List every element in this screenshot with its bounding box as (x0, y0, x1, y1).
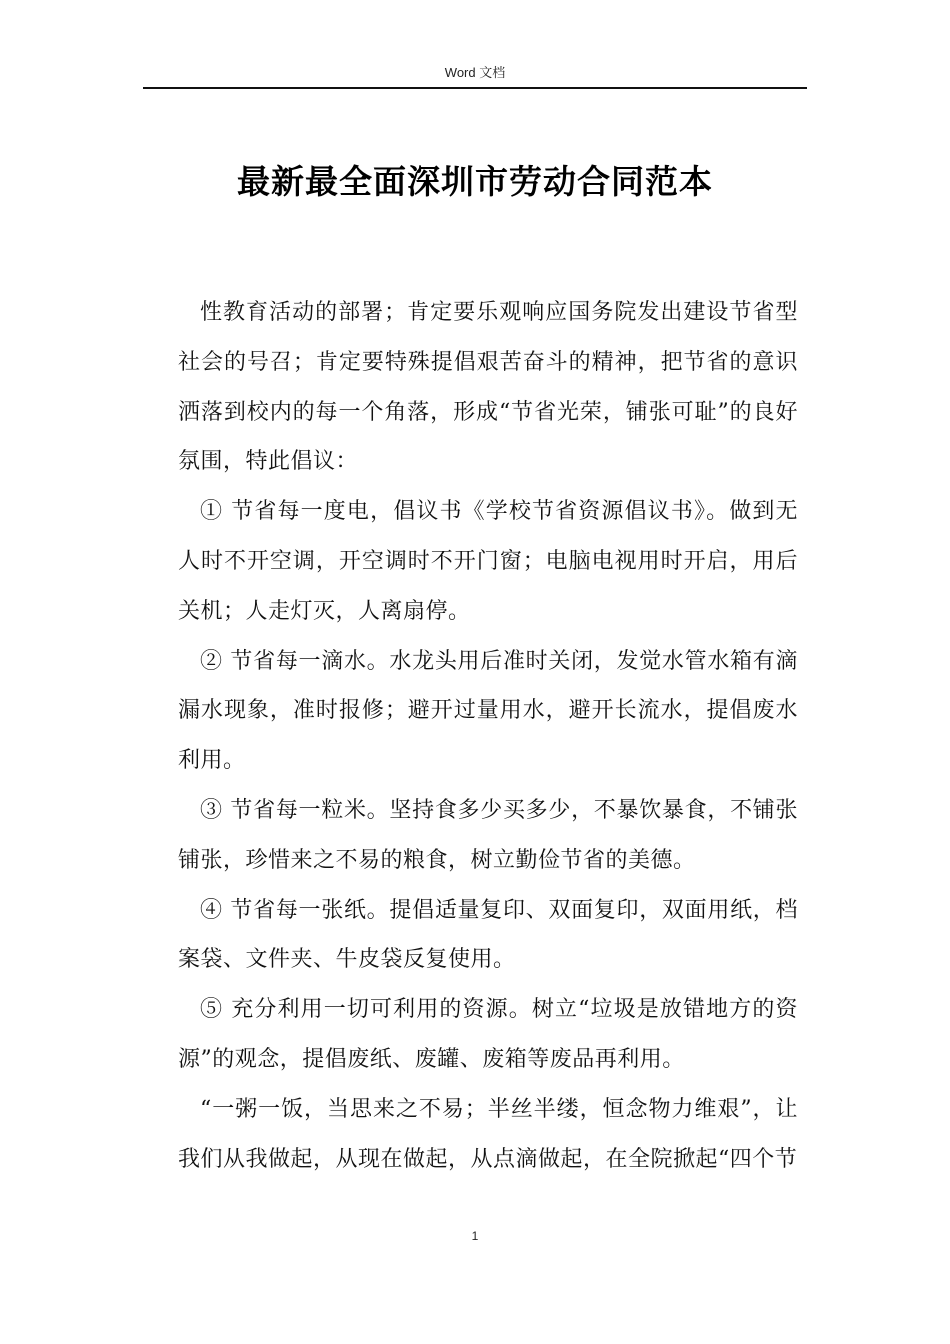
paragraph-item-1: ① 节省每一度电，倡议书《学校节省资源倡议书》。做到无人时不开空调，开空调时不开门窗；电脑电视用时开启，用后关机；人走灯灭，人离扇停。 (178, 499, 798, 624)
document-body (178, 288, 798, 1184)
paragraph-item-5: ⑤ 充分利用一切可利用的资源。树立“垃圾是放错地方的资源”的观念，提倡废纸、废罐、废箱等废品再利用。 (178, 997, 798, 1072)
paragraph-intro: 性教育活动的部署；肯定要乐观响应国务院发出建设节省型社会的号召；肯定要特殊提倡艰苦奋斗的精神，把节省的意识洒落到校内的每一个角落，形成“节省光荣，铺张可耻”的良好氛围，特此倡议： (178, 300, 798, 475)
header-divider (143, 87, 807, 89)
paragraph-item-2: ② 节省每一滴水。水龙头用后准时关闭，发觉水管水箱有滴漏水现象，准时报修；避开过量用水，避开长流水，提倡废水利用。 (178, 648, 798, 774)
paragraph-item-3: ③ 节省每一粒米。坚持食多少买多少，不暴饮暴食，不铺张铺张，珍惜来之不易的粮食，树立勤俭节省的美德。 (178, 797, 798, 873)
document-title: 最新最全面深圳市劳动合同范本 (237, 162, 713, 201)
header-label: Word 文档 (444, 65, 506, 80)
paragraph-item-4: ④ 节省每一张纸。提倡适量复印、双面复印，双面用纸，档案袋、文件夹、牛皮袋反复使用。 (178, 897, 798, 973)
page-number: 1 (471, 1229, 479, 1243)
paragraph-closing: “一粥一饭，当思来之不易；半丝半缕，恒念物力维艰”，让我们从我做起，从现在做起，从点滴做起，在全院掀起“四个节 (178, 1096, 798, 1172)
